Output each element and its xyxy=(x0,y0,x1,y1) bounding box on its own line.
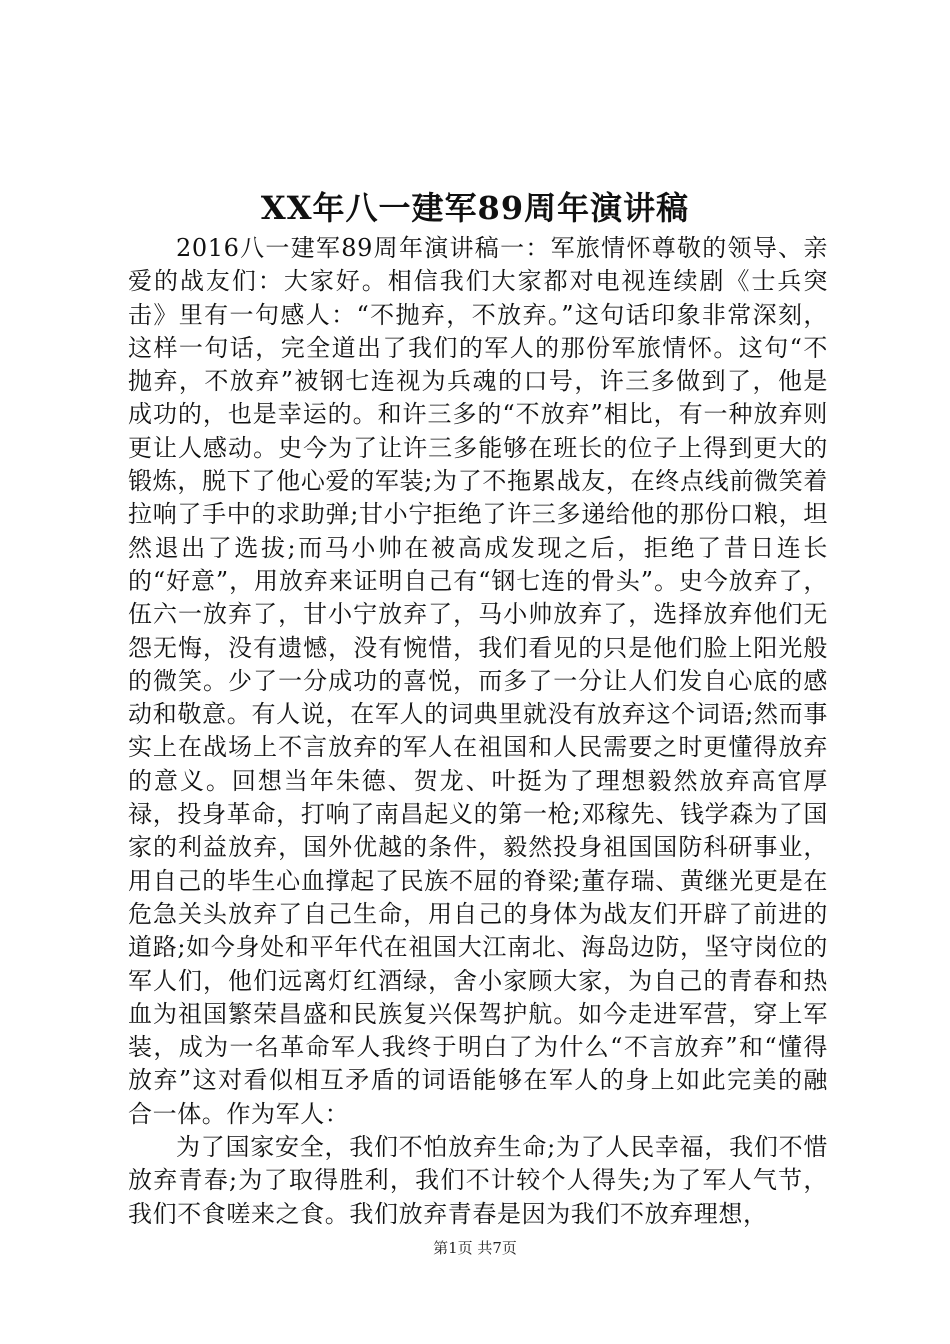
document-title: XX年八一建军89周年演讲稿 xyxy=(260,189,690,227)
page-footer: 第1页 共7页 xyxy=(433,1239,517,1257)
document-body xyxy=(128,232,828,1231)
paragraph: 2016八一建军89周年演讲稿一：军旅情怀尊敬的领导、亲爱的战友们：大家好。相信我们大家都对电视连续剧《士兵突击》里有一句感人：“不抛弃，不放弃。”这句话印象非常深刻，这样一句话，完全道出了我们的军人的那份军旅情怀。这句“不抛弃，不放弃”被钢七连视为兵魂的口号，许三多做到了，他是成功的，也是幸运的。和许三多的“不放弃”相比，有一种放弃则更让人感动。史今为了让许三多能够在班长的位子上得到更大的锻炼，脱下了他心爱的军装;为了不拖累战友，在终点线前微笑着拉响了手中的求助弹;甘小宁拒绝了许三多递给他的那份口粮，坦然退出了选拔;而马小帅在被高成发现之后，拒绝了昔日连长的“好意”，用放弃来证明自己有“钢七连的骨头”。史今放弃了，伍六一放弃了，甘小宁放弃了，马小帅放弃了，选择放弃他们无怨无悔，没有遗憾，没有惋惜，我们看见的只是他们脸上阳光般的微笑。少了一分成功的喜悦，而多了一分让人们发自心底的感动和敬意。有人说，在军人的词典里就没有放弃这个词语;然而事实上在战场上不言放弃的军人在祖国和人民需要之时更懂得放弃的意义。回想当年朱德、贺龙、叶挺为了理想毅然放弃高官厚禄，投身革命，打响了南昌起义的第一枪;邓稼先、钱学森为了国家的利益放弃，国外优越的条件，毅然投身祖国国防科研事业，用自己的毕生心血撑起了民族不屈的脊梁;董存瑞、黄继光更是在危急关头放弃了自己生命，用自己的身体为战友们开辟了前进的道路;如今身处和平年代在祖国大江南北、海岛边防，坚守岗位的军人们，他们远离灯红酒绿，舍小家顾大家，为自己的青春和热血为祖国繁荣昌盛和民族复兴保驾护航。如今走进军营，穿上军装，成为一名革命军人我终于明白了为什么“不言放弃”和“懂得放弃”这对看似相互矛盾的词语能够在军人的身上如此完美的融合一体。作为军人： xyxy=(128,234,828,1128)
paragraph: 为了国家安全，我们不怕放弃生命;为了人民幸福，我们不惜放弃青春;为了取得胜利，我们不计较个人得失;为了军人气节，我们不食嗟来之食。我们放弃青春是因为我们不放弃理想， xyxy=(128,1133,828,1228)
